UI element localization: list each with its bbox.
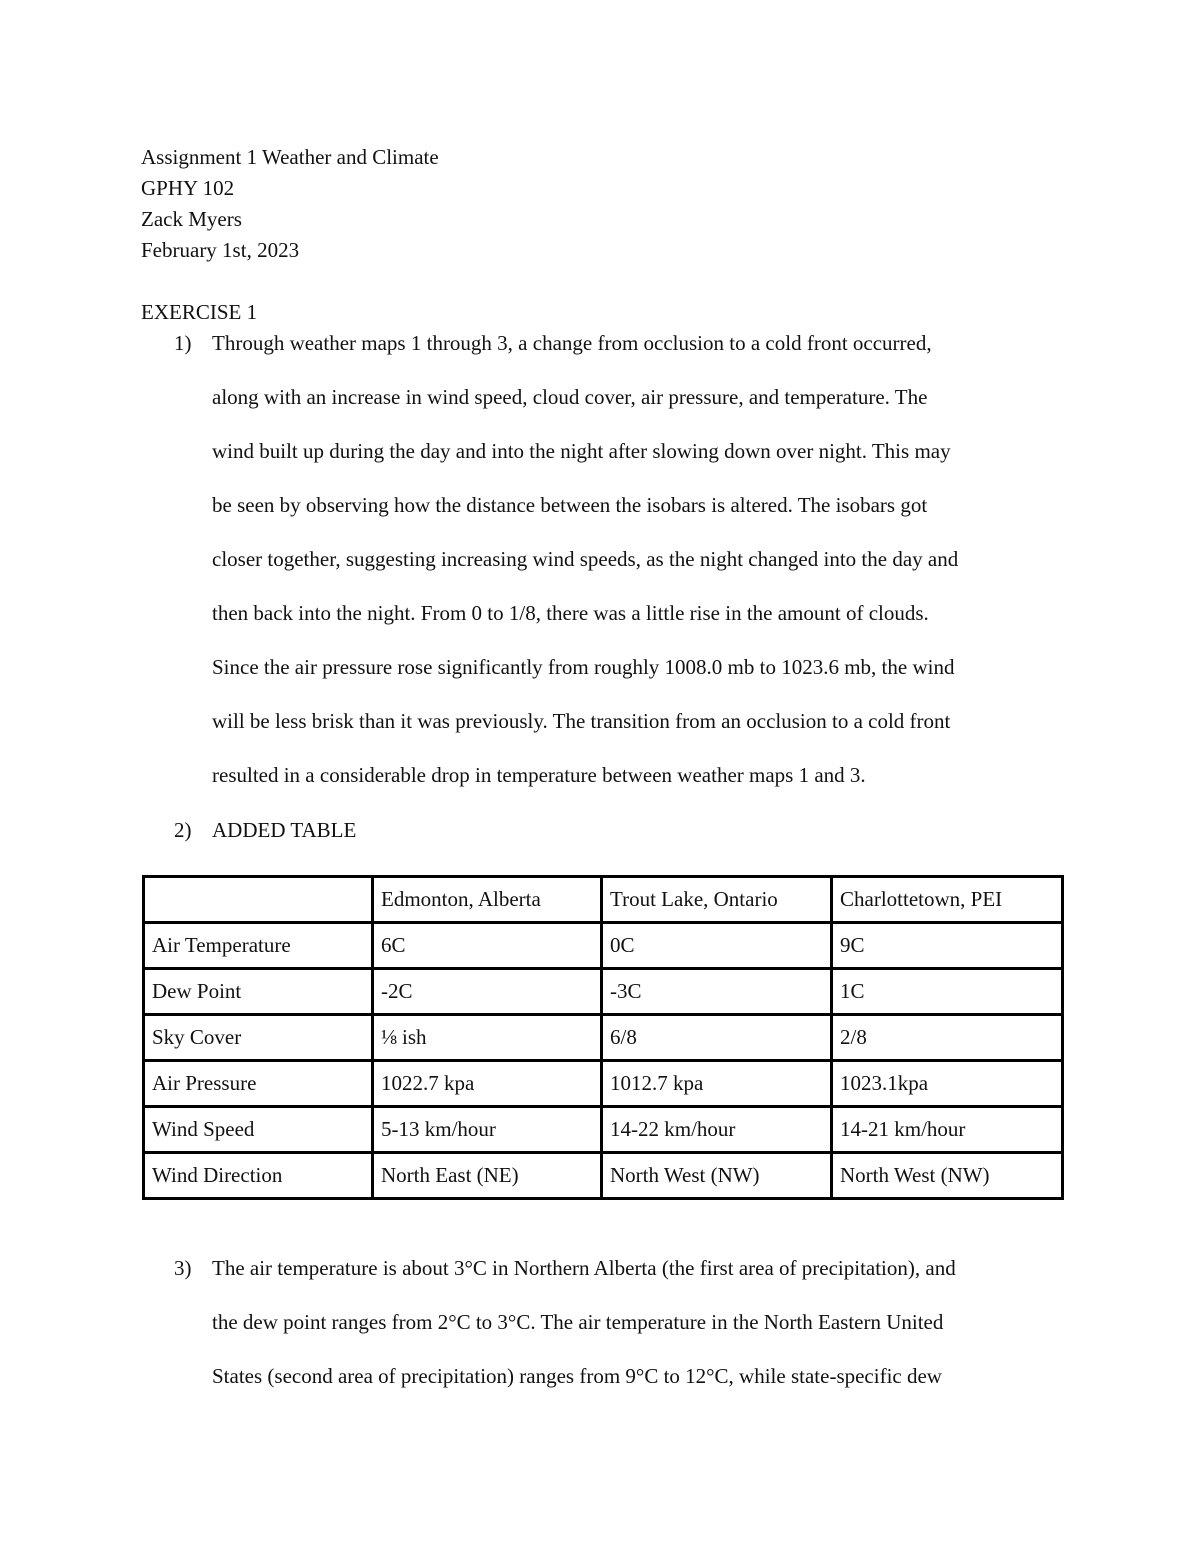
table-header-row: [144, 877, 1063, 923]
header-cell: Edmonton, Alberta: [373, 877, 602, 923]
paragraph-line: States (second area of precipitation) ranges from 9°C to 12°C, while state-specific dew: [212, 1364, 942, 1388]
table-cell: 14-21 km/hour: [832, 1107, 1063, 1153]
document-date: February 1st, 2023: [141, 238, 300, 262]
author-name: Zack Myers: [141, 207, 242, 231]
table-row: [144, 1107, 1063, 1153]
table-caption: ADDED TABLE: [212, 818, 357, 842]
table-cell: 6/8: [602, 1015, 832, 1061]
paragraph-line: along with an increase in wind speed, cloud cover, air pressure, and temperature. The: [212, 385, 928, 409]
table-cell: North East (NE): [373, 1153, 602, 1199]
paragraph-line: Since the air pressure rose significantly from roughly 1008.0 mb to 1023.6 mb, the wind: [212, 655, 955, 679]
table-row: [144, 923, 1063, 969]
table-cell: 1022.7 kpa: [373, 1061, 602, 1107]
table-cell: 5-13 km/hour: [373, 1107, 602, 1153]
table-row: [144, 1061, 1063, 1107]
table-cell: 1C: [832, 969, 1063, 1015]
table-cell: -2C: [373, 969, 602, 1015]
list-number: 2): [174, 818, 192, 842]
header-cell: Charlottetown, PEI: [832, 877, 1063, 923]
table-cell: -3C: [602, 969, 832, 1015]
paragraph-line: resulted in a considerable drop in temperature between weather maps 1 and 3.: [212, 763, 866, 787]
table-cell: 14-22 km/hour: [602, 1107, 832, 1153]
paragraph-3: [212, 1241, 1074, 1403]
table-cell: ⅛ ish: [373, 1015, 602, 1061]
course-code: GPHY 102: [141, 176, 235, 200]
document-header: [141, 142, 439, 266]
table-cell: 2/8: [832, 1015, 1063, 1061]
paragraph-line: closer together, suggesting increasing wind speeds, as the night changed into the day and: [212, 547, 959, 571]
header-cell: Trout Lake, Ontario: [602, 877, 832, 923]
exercise-heading: EXERCISE 1: [141, 300, 258, 324]
table-cell: 1023.1kpa: [832, 1061, 1063, 1107]
table-cell: North West (NW): [602, 1153, 832, 1199]
row-label: Wind Speed: [144, 1107, 373, 1153]
list-number: 1): [174, 331, 192, 355]
paragraph-line: then back into the night. From 0 to 1/8, there was a little rise in the amount of clouds.: [212, 601, 929, 625]
row-label: Dew Point: [144, 969, 373, 1015]
table-row: [144, 1015, 1063, 1061]
header-cell: [144, 877, 373, 923]
table-row: [144, 1153, 1063, 1199]
paragraph-line: wind built up during the day and into the night after slowing down over night. This may: [212, 439, 951, 463]
paragraph-line: Through weather maps 1 through 3, a change from occlusion to a cold front occurred,: [212, 331, 932, 355]
weather-table: [142, 875, 1064, 1200]
list-number: 3): [174, 1256, 192, 1280]
table-cell: 6C: [373, 923, 602, 969]
table-cell: 9C: [832, 923, 1063, 969]
table-cell: 1012.7 kpa: [602, 1061, 832, 1107]
row-label: Sky Cover: [144, 1015, 373, 1061]
table-row: [144, 969, 1063, 1015]
row-label: Air Pressure: [144, 1061, 373, 1107]
row-label: Wind Direction: [144, 1153, 373, 1199]
table-cell: North West (NW): [832, 1153, 1063, 1199]
table-cell: 0C: [602, 923, 832, 969]
paragraph-1: [212, 316, 1074, 802]
paragraph-line: be seen by observing how the distance between the isobars is altered. The isobars got: [212, 493, 928, 517]
row-label: Air Temperature: [144, 923, 373, 969]
assignment-title: Assignment 1 Weather and Climate: [141, 145, 439, 169]
paragraph-line: The air temperature is about 3°C in Northern Alberta (the first area of precipitation), and: [212, 1256, 956, 1280]
paragraph-line: will be less brisk than it was previously. The transition from an occlusion to a cold front: [212, 709, 951, 733]
paragraph-line: the dew point ranges from 2°C to 3°C. The air temperature in the North Eastern United: [212, 1310, 944, 1334]
